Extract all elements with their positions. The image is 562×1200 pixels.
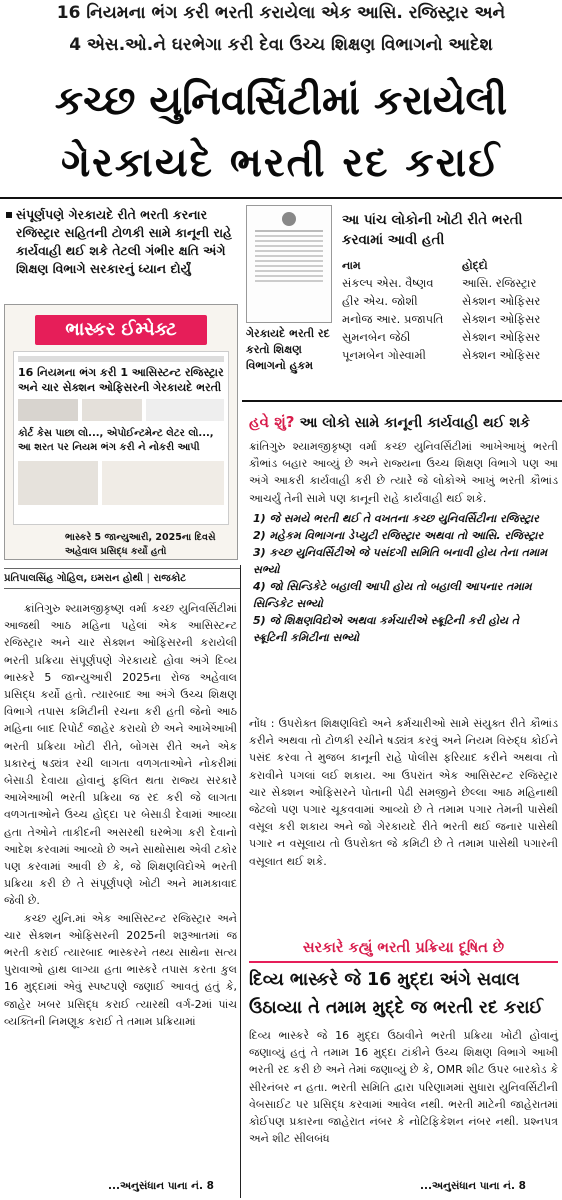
now-what-list (253, 510, 553, 646)
clip-text-block (102, 461, 224, 505)
clip-images (18, 399, 224, 421)
now-what-intro: ક્રાંતિગુરુ શ્યામજીકૃષ્ણ વર્મા કચ્છ યુનિવર્સિટીમાં આખેઆખું ભરતી કૌભાંડ બહાર આવ્યું છે અને રાજ્યના ઉચ્ચ શિક્ષણ વિભાગે પણ આ અંગે આકરી કાર્યવાહી કરી છે ત્યારે જે લોકોએ આખું ભરતી કૌભાંડ આચર્યું તેની સામે પણ કાનૂની રાહે કાર્યવાહી થઈ શકે. (249, 440, 558, 505)
byline: પ્રતિપાલસિંહ ગોહિલ, ઇમરાન હોથી | રાજકોટ (4, 568, 240, 589)
now-what-item: 2) મહેકમ વિભાગના ડેપ્યુટી રજિસ્ટ્રાર અથવા તો આસિ. રજિસ્ટ્રાર (253, 529, 544, 542)
clip-headline-1: 16 નિયમના ભંગ કરી 1 આસિસ્ટન્ટ રજિસ્ટ્રાર (18, 366, 224, 379)
clip-headline-4: આ શરત પર નિયમ ભંગ કરી ને નોકરી આપી (18, 442, 200, 453)
bhaskar-headline-line-2: ઉઠાવ્યા તે તમામ મુદ્દે જ ભરતી રદ કરાઈ (249, 998, 544, 1018)
names-table-row (342, 310, 556, 328)
bhaskar-headline (249, 966, 559, 1022)
now-what-label: હવે શું? (249, 413, 295, 431)
column-separator (240, 565, 241, 1198)
right-continue-note: ...અનુસંધાન પાના નં. 8 (420, 1180, 526, 1192)
names-table-row (342, 328, 556, 346)
bhaskar-headline-line-1: દિવ્ય ભાસ્કરે જે 16 મુદ્દા અંગે સવાલ (249, 970, 520, 990)
clip-text-block (18, 461, 98, 505)
person-name: પૂનમબેન ગોસ્વામી (342, 348, 426, 362)
clip-photo (18, 399, 78, 421)
names-table-row (342, 274, 556, 292)
govt-said-heading (249, 937, 558, 963)
left-body-column (4, 600, 237, 1030)
govt-order-document (246, 205, 332, 323)
headline-line-2: ગેરકાયદે ભરતી રદ કરાઈ (60, 140, 502, 186)
names-table-row (342, 292, 556, 310)
top-deck-line-1: 16 નિયમના ભંગ કરી ભરતી કરાયેલા એક આસિ. રજિસ્ટ્રાર અને (56, 3, 506, 23)
bullet-icon (6, 212, 12, 218)
now-what-title: આ લોકો સામે કાનૂની કાર્યવાહી થઈ શકે (299, 415, 531, 431)
names-table-row (342, 346, 556, 364)
now-what-item: 3) કચ્છ યુનિવર્સિટીએ જે પસંદગી સમિતિ બનાવી હોય તેના તમામ સભ્યો (253, 546, 548, 576)
now-what-item: 1) જે સમયે ભરતી થઈ તે વખતના કચ્છ યુનિવર્સિટીના રજિસ્ટ્રાર (253, 512, 539, 525)
now-what-item: 5) જે શિક્ષણવિદોએ અથવા કર્મચારીએ સ્ક્રૂટિની કરી હોય તે સ્ક્રૂટિની કમિટીના સભ્યો (253, 614, 520, 644)
left-continue-note: ...અનુસંધાન પાના નં. 8 (108, 1180, 214, 1192)
news-clipping (13, 351, 229, 525)
clip-lines (18, 356, 224, 362)
now-what-note: નોંધ : ઉપરોક્ત શિક્ષણવિદો અને કર્મચારીઓ સામે સંયુક્ત રીતે કૌભાંડ કરીને અથવા તો ટોળકી રચીને ષડ્યંત્ર કરવું અને નિયમ વિરુદ્ધ કોઈને પસંદ કરવા તે મુજબ કાનૂની રાહે પોલીસ ફરિયાદ કરીને અથવા તો કરાવીને પગલાં લઈ શકાય. આ ઉપરાંત એક આસિસ્ટન્ટ રજિસ્ટ્રાર ચાર સેક્શન ઓફિસરને પોતાની પેઢી સમજીને છેલ્લા આઠ મહિનાથી જેટલો પણ પગાર ચૂકવવામાં આવ્યો છે તે તમામ પગાર તેમની પાસેથી વસૂલ કરી શકાય અને જો ગેરકાયદે રીતે ભરતી થઈ જનાર પાસેથી પગાર ન વસૂલાય તો ઉપરોક્ત જે કમિટી છે તે તમામ પાસેથી પગારની વસૂલાત થઈ શકે. (249, 717, 558, 868)
document-caption: ગેરકાયદે ભરતી રદ કરતો શિક્ષણ વિભાગનો હુકમ (246, 327, 330, 372)
byline-place: રાજકોટ (153, 573, 187, 584)
names-header-row (342, 258, 556, 274)
col-post-header: હોદ્દો (462, 259, 488, 272)
person-post: સેક્શન ઓફિસર (462, 348, 541, 362)
person-name: હીર એચ. જોશી (342, 294, 418, 308)
clip-photo (82, 399, 142, 421)
left-body-paragraph-2: કચ્છ યુનિ.માં એક આસિસ્ટન્ટ રજિસ્ટ્રાર અને ચાર સેક્શન ઓફિસરની 2025ની શરૂઆતમાં જ ભરતી કરાઈ ત્યારબાદ ભાસ્કરને તથ્ય સાથેના સત્ય પુરાવાઓ હાથ લાગ્યા હતા ભાસ્કરે તપાસ કરતા કુલ 16 મુદ્દામાં એવું સ્પષ્ટપણે જણાઈ આવતું હતું કે, જાહેર ખબર પ્રસિદ્ધ કરાઈ ત્યારથી વર્ગ-2માં પાંચ વ્યક્તિની નિમણૂક કરાઈ તે તમામ પ્રક્રિયામાં (4, 911, 237, 1028)
person-post: સેક્શન ઓફિસર (462, 330, 541, 344)
person-name: સંકલ્પ એસ. વૈષ્ણવ (342, 276, 434, 290)
left-body-paragraph-1: ક્રાંતિગુરુ શ્યામજીકૃષ્ણ વર્મા કચ્છ યુનિવર્સિટીમાં આજથી આઠ મહિના પહેલાં એક આસિસ્ટન્ટ રજિસ્ટ્રાર અને ચાર સેક્શન ઓફિસરની કરાયેલી ભરતી પ્રક્રિયા સંપૂર્ણપણે ગેરકાયદે હોવા અંગે દિવ્ય ભાસ્કરે 5 જાન્યુઆરી 2025ના રોજ અહેવાલ પ્રસિદ્ધ કર્યો હતો. ત્યારબાદ આ અંગે ઉચ્ચ શિક્ષણ વિભાગે તપાસ કમિટીની રચના કરી હતી જેનો આઠ મહિના બાદ રિપોર્ટ જાહેર કરાયો છે અને આખેઆખી ભરતી પ્રક્રિયા ખોટી રીતે, બોગસ રીતે અને એક પ્રકારનું ષડ્યંત્ર રચી લાગતા વળગતાઓને નોકરીમાં બેસાડી દેવાયા હોવાનું ફલિત થતા રાજ્ય સરકારે આખેઆખી ભરતી પ્રક્રિયા જ રદ કરી જે લાગતા વળગતાઓને ઉચ્ચ હોદ્દા પર બેસાડી દેવામાં આવ્યા હતા તેઓને તાકીદની અસરથી ઘરભેગા કરી દેવાનો આદેશ કરવામાં આવ્યો છે અને સાથોસાથ એવી ટકોર પણ કરવામાં આવી છે કે, જે શિક્ષણવિદોએ ભરતી પ્રક્રિયા કરી છે તે સંપૂર્ણપણે ખોટી અને મામકાવાદ જેવી છે. (4, 602, 237, 908)
names-box-title: આ પાંચ લોકોની ખોટી રીતે ભરતી કરવામાં આવી હતી (342, 212, 523, 248)
person-name: મનોજ આર. પ્રજાપતિ (342, 312, 444, 326)
byline-names: પ્રતિપાલસિંહ ગોહિલ, ઇમરાન હોથી (4, 573, 144, 584)
person-post: સેક્શન ઓફિસર (462, 312, 541, 326)
headline-line-1: કચ્છ યુનિવર્સિટીમાં કરાયેલી (54, 78, 508, 124)
govt-said-text: સરકારે કહ્યું ભરતી પ્રક્રિયા દૂષિત છે (302, 940, 505, 956)
clip-headline-3: કોર્ટ કેસ પાછા લો..., એપોઈન્ટમેન્ટ લેટર લો..., (18, 428, 214, 439)
person-post: આસિ. રજિસ્ટ્રાર (462, 276, 537, 290)
person-post: સેક્શન ઓફિસર (462, 294, 541, 308)
names-box (342, 210, 556, 364)
clip-lower (18, 461, 224, 505)
impact-box (4, 304, 238, 560)
clip-text-block (146, 399, 224, 421)
right-body: દિવ્ય ભાસ્કરે જે 16 મુદ્દા ઉઠાવીને ભરતી પ્રક્રિયા ખોટી હોવાનું જણાવ્યું હતું તે તમામ 16 મુદ્દા ટાંકીને ઉચ્ચ શિક્ષણ વિભાગે આખી ભરતી રદ કરી છે અને તેમાં જણાવ્યું છે કે, OMR શીટ ઉપર બારકોડ કે સીરનંબર ન હતા. ભરતી સમિતિ દ્વારા પરિણામમાં સુધારા યુનિવર્સિટીની વેબસાઈટ પર પ્રસિદ્ધ કરવામાં આવેલ નથી. ભરતી માટેની જાહેરાતમાં કોઈપણ પ્રકારના જાહેરાત નંબર કે નોટિફિકેશન નંબર નથી. પ્રશ્નપત્ર અને શીટ સીલબંધ (249, 1029, 558, 1146)
emblem-icon (282, 212, 296, 226)
subhead-block (6, 206, 246, 278)
names-table (342, 274, 556, 364)
now-what-item: 4) જો સિન્ડિકેટે બહાલી આપી હોય તો બહાલી આપનાર તમામ સિન્ડિકેટ સભ્યો (253, 580, 532, 610)
impact-banner: ભાસ્કર ઈમ્પેક્ટ (35, 315, 207, 345)
impact-caption: ભાસ્કરે 5 જાન્યુઆરી, 2025ના દિવસે અહેવાલ પ્રસિદ્ધ કર્યો હતો (65, 532, 216, 557)
col-name-header: નામ (342, 259, 361, 272)
subhead-text: સંપૂર્ણપણે ગેરકાયદે રીતે ભરતી કરનાર રજિસ્ટ્રાર સહિતની ટોળકી સામે કાનૂની રાહે કાર્યવાહી થઈ શકે તેટલી ગંભીર ક્ષતિ અંગે શિક્ષણ વિભાગે સરકારનું ધ્યાન દોર્યું (16, 207, 232, 276)
right-section-rule (242, 400, 562, 402)
headline-rule (0, 197, 562, 199)
person-name: સુમનબેન જેઠી (342, 330, 411, 344)
clip-headline-2: અને ચાર સેક્શન ઓફિસરની ગેરકાયદે ભરતી (18, 381, 222, 394)
top-deck-line-2: 4 એસ.ઓ.ને ઘરભેગા કરી દેવા ઉચ્ચ શિક્ષણ વિભાગનો આદેશ (69, 35, 493, 55)
now-what-heading (249, 412, 559, 431)
